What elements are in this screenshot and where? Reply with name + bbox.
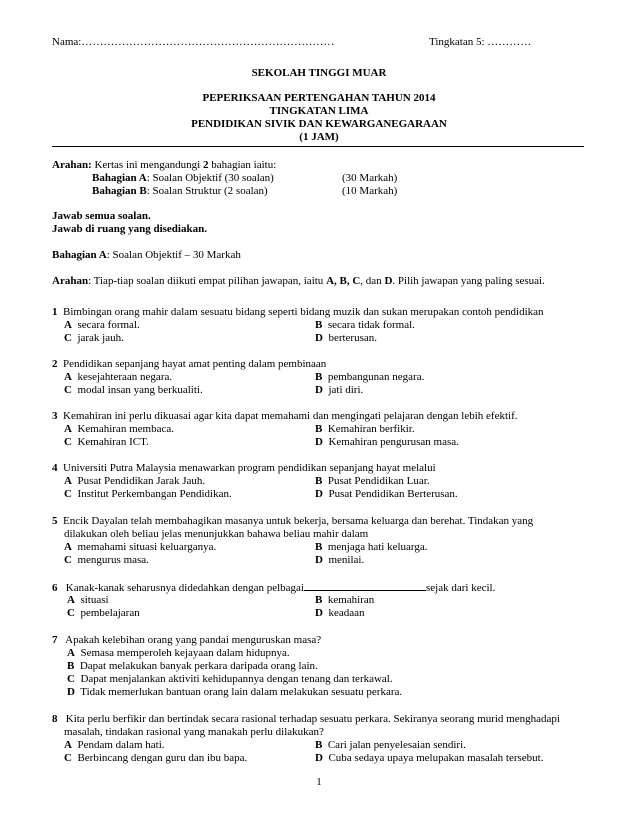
form-field: Tingkatan 5: ………… <box>429 36 532 48</box>
q8-option-b: B Cari jalan penyelesaian sendiri. <box>315 739 466 751</box>
q6-option-b: B kemahiran <box>315 594 375 606</box>
q2-option-b: B pembangunan negara. <box>315 371 425 383</box>
question-5: 5 Encik Dayalan telah membahagikan masanya untuk bekerja, bersama keluarga dan berehat. Tindakan yang <box>52 515 534 527</box>
title-rule <box>52 146 584 147</box>
q1-option-b: B secara tidak formal. <box>315 319 415 331</box>
part-b-marks: (10 Markah) <box>342 185 398 197</box>
q1-option-d: D berterusan. <box>315 332 378 344</box>
question-8: 8 Kita perlu berfikir dan bertindak secara rasional terhadap sesuatu perkara. Sekiranya seorang murid menghadapi <box>52 713 560 725</box>
q4-option-d: D Pusat Pendidikan Berterusan. <box>315 488 458 500</box>
q5-option-d: D menilai. <box>315 554 365 566</box>
question-1: 1 Bimbingan orang mahir dalam sesuatu bidang seperti bidang muzik dan sukan merupakan contoh pendidikan <box>52 306 544 318</box>
q5-option-c: C mengurus masa. <box>64 554 149 566</box>
answer-space-instruction: Jawab di ruang yang disediakan. <box>52 223 207 235</box>
subject-title: PENDIDIKAN SIVIK DAN KEWARGANEGARAAN <box>191 118 447 130</box>
q1-option-c: C jarak jauh. <box>64 332 124 344</box>
q5-option-a: A memahami situasi keluarganya. <box>64 541 217 553</box>
q6-option-d: D keadaan <box>315 607 365 619</box>
general-instructions: Arahan: Kertas ini mengandungi 2 bahagian iaitu: <box>52 159 277 171</box>
school-name: SEKOLAH TINGGI MUAR <box>251 67 387 79</box>
section-a-instructions: Arahan: Tiap-tiap soalan diikuti empat pilihan jawapan, iaitu A, B, C, dan D. Pilih jawapan yang paling sesuai. <box>52 275 545 287</box>
q7-option-b: B Dapat melakukan banyak perkara daripada orang lain. <box>67 660 318 672</box>
section-a-heading: Bahagian A: Soalan Objektif – 30 Markah <box>52 249 241 261</box>
exam-duration: (1 JAM) <box>299 131 339 143</box>
q3-option-a: A Kemahiran membaca. <box>64 423 174 435</box>
q7-option-c: C Dapat menjalankan aktiviti kehidupannya dengan tenang dan terkawal. <box>67 673 393 685</box>
question-8-continued: masalah, tindakan rasional yang manakah perlu dilakukan? <box>64 726 324 738</box>
q2-option-a: A kesejahteraan negara. <box>64 371 173 383</box>
q4-option-c: C Institut Perkembangan Pendidikan. <box>64 488 232 500</box>
question-7: 7 Apakah kelebihan orang yang pandai menguruskan masa? <box>52 634 322 646</box>
q8-option-d: D Cuba sedaya upaya melupakan masalah tersebut. <box>315 752 544 764</box>
q3-option-d: D Kemahiran pengurusan masa. <box>315 436 459 448</box>
page-number: 1 <box>316 776 322 788</box>
q8-option-c: C Berbincang dengan guru dan ibu bapa. <box>64 752 248 764</box>
q3-option-b: B Kemahiran berfikir. <box>315 423 415 435</box>
q1-option-a: A secara formal. <box>64 319 140 331</box>
q5-option-b: B menjaga hati keluarga. <box>315 541 428 553</box>
q2-option-c: C modal insan yang berkualiti. <box>64 384 203 396</box>
q4-option-a: A Pusat Pendidikan Jarak Jauh. <box>64 475 206 487</box>
q2-option-d: D jati diri. <box>315 384 364 396</box>
question-5-continued: dilakukan oleh beliau jelas menunjukkan bahawa beliau mahir dalam <box>64 528 369 540</box>
q6-option-a: A situasi <box>67 594 109 606</box>
form-title: TINGKATAN LIMA <box>269 105 369 117</box>
exam-title: PEPERIKSAAN PERTENGAHAN TAHUN 2014 <box>202 92 436 104</box>
q3-option-c: C Kemahiran ICT. <box>64 436 149 448</box>
q4-option-b: B Pusat Pendidikan Luar. <box>315 475 430 487</box>
part-a-summary: Bahagian A: Soalan Objektif (30 soalan) <box>92 172 274 184</box>
question-6: 6 Kanak-kanak seharusnya didedahkan dengan pelbagai sejak dari kecil. <box>52 582 496 594</box>
q8-option-a: A Pendam dalam hati. <box>64 739 165 751</box>
part-b-summary: Bahagian B: Soalan Struktur (2 soalan) <box>92 185 268 197</box>
answer-blank <box>304 581 426 591</box>
q7-option-a: A Semasa memperoleh kejayaan dalam hidupnya. <box>67 647 290 659</box>
question-2: 2 Pendidikan sepanjang hayat amat penting dalam pembinaan <box>52 358 327 370</box>
question-4: 4 Universiti Putra Malaysia menawarkan program pendidikan sepanjang hayat melalui <box>52 462 436 474</box>
name-field: Nama:…………………………………………………………… <box>52 36 335 48</box>
q6-option-c: C pembelajaran <box>67 607 140 619</box>
question-3: 3 Kemahiran ini perlu dikuasai agar kita dapat memahami dan mengingati pelajaran dengan lebih efektif. <box>52 410 518 422</box>
answer-all-instruction: Jawab semua soalan. <box>52 210 151 222</box>
part-a-marks: (30 Markah) <box>342 172 398 184</box>
q7-option-d: D Tidak memerlukan bantuan orang lain dalam melakukan sesuatu perkara. <box>67 686 403 698</box>
